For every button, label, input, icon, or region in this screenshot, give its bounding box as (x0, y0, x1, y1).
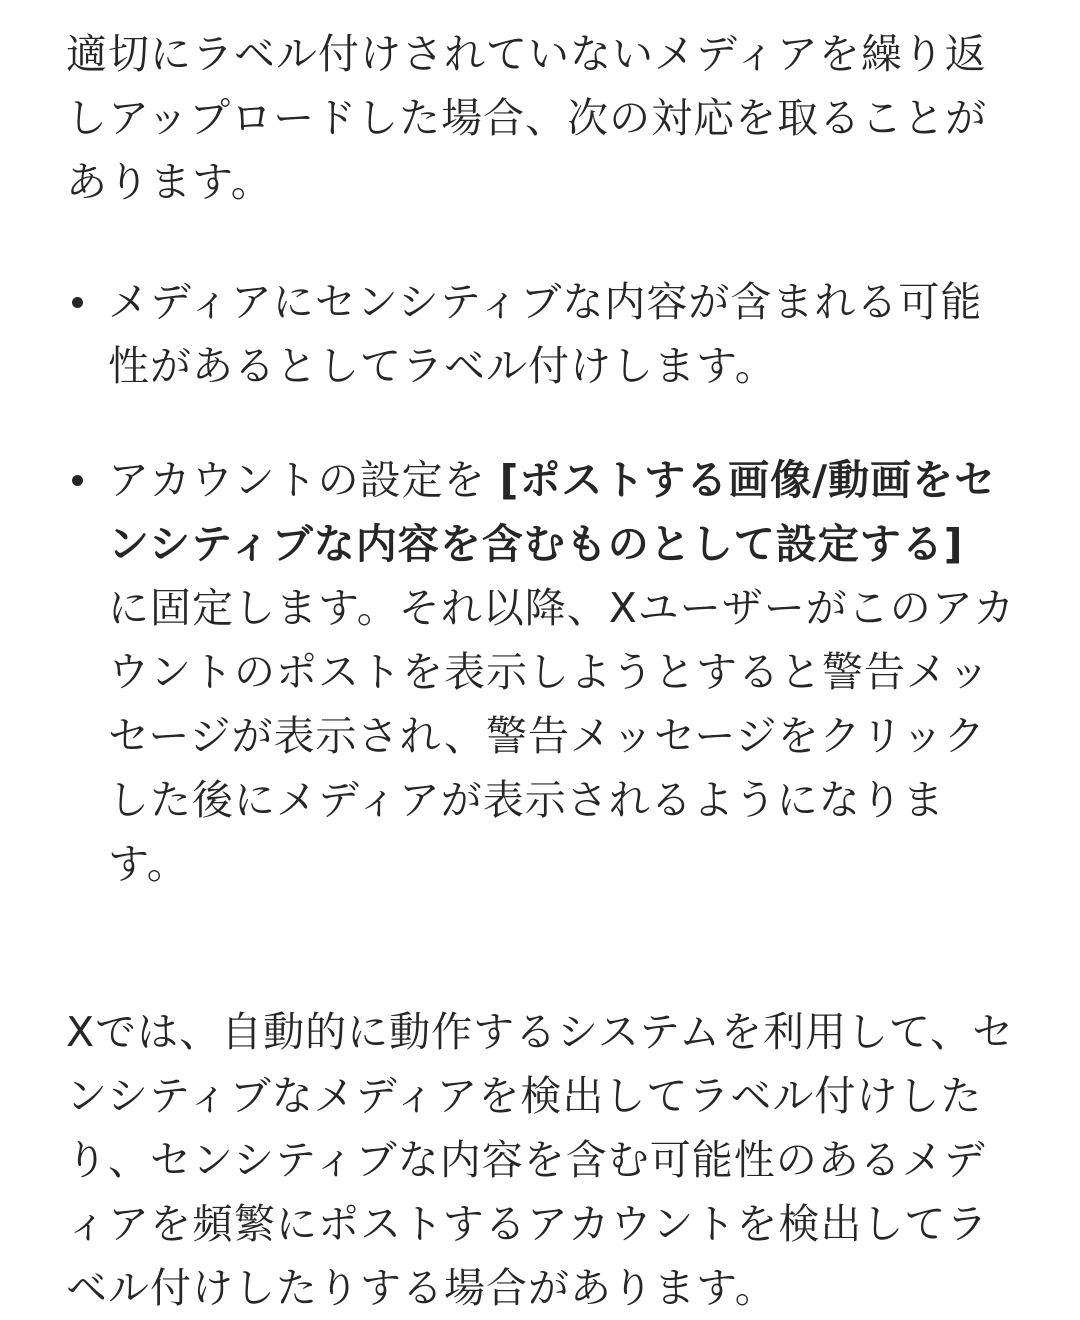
setting-name: [ポストする画像/動画をセンシティブな内容を含むものとして設定する] (108, 456, 997, 568)
list-item-text-before: アカウントの設定を (108, 456, 500, 504)
consequences-list (66, 270, 1016, 896)
bullet-dot-icon (72, 475, 83, 486)
outro-paragraph: Xでは、自動的に動作するシステムを利用して、センシティブなメディアを検出してラベル付けしたり、センシティブな内容を含む可能性のあるメディアを頻繁にポストするアカウントを検出してラベル付けしたりする場合があります。 (66, 1008, 1015, 1312)
list-item-text: メディアにセンシティブな内容が含まれる可能性があるとしてラベル付けします。 (108, 278, 983, 390)
article-body (66, 22, 1016, 1320)
list-item (66, 448, 1016, 896)
list-item (66, 270, 1016, 398)
intro-paragraph: 適切にラベル付けされていないメディアを繰り返しアップロードした場合、次の対応を取ることがあります。 (66, 30, 988, 206)
bullet-dot-icon (72, 297, 83, 308)
list-item-text-after: に固定します。それ以降、Xユーザーがこのアカウントのポストを表示しようとすると警告メッセージが表示され、警告メッセージをクリックした後にメディアが表示されるようになります。 (108, 584, 1016, 888)
